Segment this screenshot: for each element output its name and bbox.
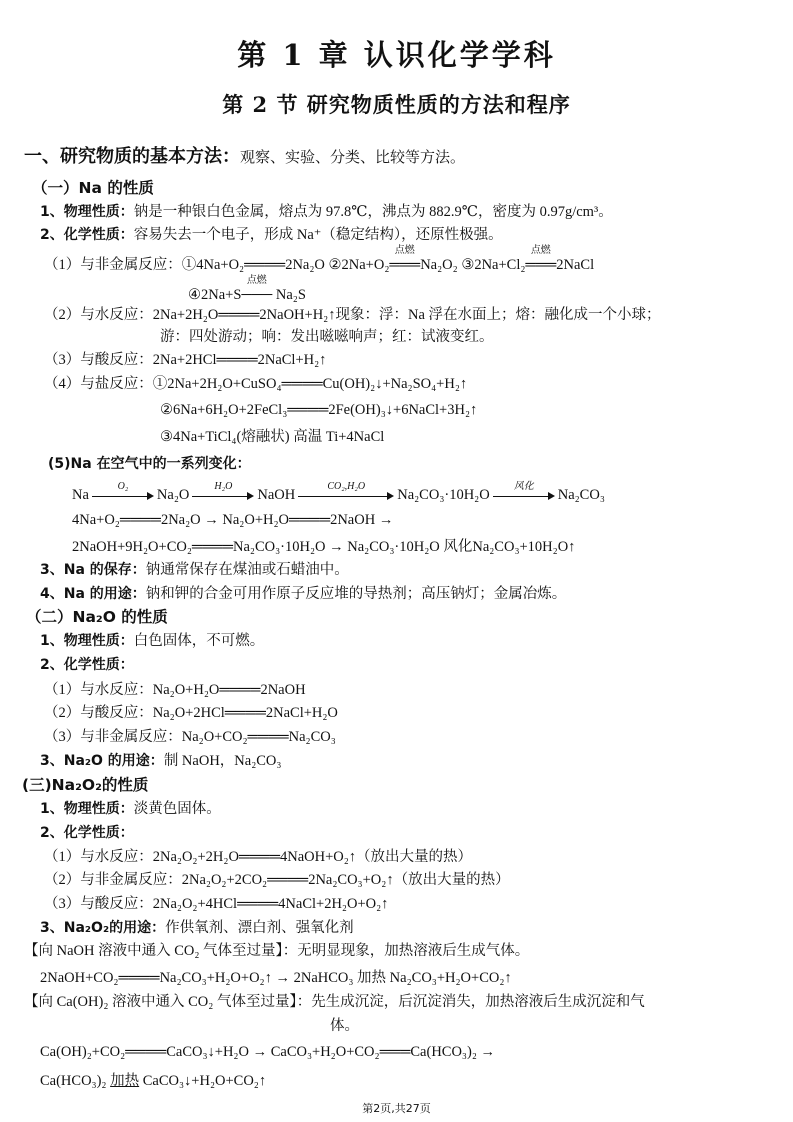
text-line <box>44 728 336 746</box>
text-line <box>44 375 467 393</box>
line-text: 2NaOH+CO₂════Na₂CO₃+H₂O+O₂↑ → 2NaHCO₃ 加热 Na₂CO₃+H₂O+CO₂↑ <box>40 970 512 986</box>
arrow-condition: CO₂,H₂O <box>327 480 366 492</box>
line-text: ②6Na+6H₂O+2FeCl₃════2Fe(OH)₃↓+6NaCl+3H₂↑ <box>160 402 478 418</box>
line-text: ③4Na+TiCl₄(熔融状) 高温 Ti+4NaCl <box>160 429 385 445</box>
line-label: （二）Na₂O 的性质 <box>26 608 168 626</box>
text-line <box>44 895 388 913</box>
text-line <box>40 632 264 650</box>
reaction-condition <box>110 1072 139 1090</box>
chain-compound: Na₂O <box>156 487 190 503</box>
line-label: (三)Na₂O₂的性质 <box>22 776 149 794</box>
text-line <box>72 538 575 556</box>
line-text: 容易失去一个电子，形成 Na⁺（稳定结构），还原性极强。 <box>133 227 503 243</box>
line-text: ④2Na+S <box>188 287 242 303</box>
arrow-icon <box>298 480 394 502</box>
condition-label: 点燃 <box>394 245 415 256</box>
chain-compound: Na₂CO₃ <box>557 487 605 503</box>
line-label: 一、研究物质的基本方法： <box>24 146 240 167</box>
arrow-condition: 风化 <box>513 480 534 492</box>
line-text: 淡黄色固体。 <box>133 801 221 817</box>
line-text: （1）与水反应：Na₂O+H₂O════2NaOH <box>44 682 306 698</box>
text-line <box>24 942 529 960</box>
line-label: 2、化学性质： <box>40 657 134 673</box>
line-text: 游：四处游动；响：发出嗞嗞响声；红：试液变红。 <box>160 329 494 345</box>
arrow-icon <box>192 480 254 502</box>
text-line <box>44 246 594 274</box>
text-line <box>32 179 154 198</box>
text-line <box>44 306 661 324</box>
text-line <box>24 993 645 1011</box>
text-line <box>40 752 281 770</box>
line-text: Na₂S <box>272 287 306 303</box>
line-text: 观察、实验、分类、比较等方法。 <box>240 150 466 166</box>
line-text: 2NaOH+9H₂O+CO₂════Na₂CO₃·10H₂O → Na₂CO₃·10H₂O 风化Na₂CO₃+10H₂O↑ <box>72 539 576 555</box>
sodium-reaction-chain <box>72 480 605 504</box>
text-line <box>188 276 306 304</box>
line-label: 2、化学性质： <box>40 825 134 841</box>
line-text: （3）与非金属反应：Na₂O+CO₂════Na₂CO₃ <box>44 729 336 745</box>
line-label: 2、化学性质： <box>40 227 134 243</box>
line-text: （1）与非金属反应：①4Na+O₂════2Na₂O ②2Na+O₂ <box>44 257 390 273</box>
line-text: Na₂O₂ ③2Na+Cl₂ <box>420 257 526 273</box>
text-line <box>40 561 349 579</box>
line-text: 白色固体，不可燃。 <box>133 633 265 649</box>
reaction-condition <box>525 246 556 274</box>
line-label: 3、Na₂O 的用途： <box>40 753 164 769</box>
page-footer: 第2页,共27页 <box>362 1102 431 1115</box>
line-label: (5)Na 在空气中的一系列变化： <box>48 456 251 472</box>
arrow-icon <box>92 480 154 502</box>
arrow-condition: O₂ <box>117 480 129 492</box>
line-text: （2）与酸反应：Na₂O+2HCl════2NaCl+H₂O <box>44 705 338 721</box>
text-line <box>44 351 326 369</box>
text-line <box>40 585 566 603</box>
line-label: 3、Na₂O₂的用途： <box>40 920 166 936</box>
text-line <box>40 824 134 842</box>
line-text: Ca(OH)₂+CO₂════CaCO₃↓+H₂O → CaCO₃+H₂O+CO₂═══Ca(HCO₃)₂ → <box>40 1044 496 1060</box>
text-line <box>48 455 251 473</box>
condition-label: 点燃 <box>530 245 551 256</box>
line-text: （3）与酸反应：2Na₂O₂+4HCl════4NaCl+2H₂O+O₂↑ <box>44 896 389 912</box>
condition-label: 点燃 <box>246 275 267 286</box>
line-label: 1、物理性质： <box>40 204 134 220</box>
text-line <box>40 1043 495 1061</box>
text-line <box>44 681 306 699</box>
text-line <box>40 1072 266 1090</box>
line-label: 4、Na 的用途： <box>40 586 146 602</box>
chain-compound: Na <box>72 487 89 503</box>
text-line <box>24 146 465 169</box>
line-text: （4）与盐反应：①2Na+2H₂O+CuSO₄════Cu(OH)₂↓+Na₂SO₄+H₂↑ <box>44 376 468 392</box>
line-text: （2）与水反应：2Na+2H₂O════2NaOH+H₂↑现象：浮：Na 浮在水面上；熔：融化成一个小球； <box>44 307 661 323</box>
line-text: 4Na+O₂════2Na₂O → Na₂O+H₂O════2NaOH → <box>72 512 394 528</box>
condition-sign: ═══ <box>389 257 421 273</box>
text-line <box>40 656 134 674</box>
line-text: （1）与水反应：2Na₂O₂+2H₂O════4NaOH+O₂↑（放出大量的热） <box>44 849 473 865</box>
chain-compound: Na₂CO₃·10H₂O <box>397 487 490 503</box>
text-line <box>40 800 221 818</box>
line-text: 作供氧剂、漂白剂、强氧化剂 <box>165 920 354 936</box>
line-text: 钠和钾的合金可用作原子反应堆的导热剂；高压钠灯；金属冶炼。 <box>145 586 567 602</box>
chain-compound: NaOH <box>257 487 296 503</box>
line-text: 钠是一种银白色金属，熔点为 97.8℃，沸点为 882.9℃，密度为 0.97g/cm³。 <box>133 204 613 220</box>
line-text: 2NaCl <box>556 257 595 273</box>
line-text: 【向 NaOH 溶液中通入 CO₂ 气体至过量】：无明显现象，加热溶液后生成气体。 <box>24 943 530 959</box>
arrow-condition: H₂O <box>214 480 233 492</box>
reaction-condition <box>241 276 272 304</box>
line-text: 钠通常保存在煤油或石蜡油中。 <box>145 562 349 578</box>
text-line <box>72 511 393 529</box>
text-line <box>44 704 338 722</box>
text-line <box>160 328 494 346</box>
condition-sign: 加热 <box>110 1073 140 1089</box>
text-line <box>44 871 510 889</box>
text-line <box>26 608 168 627</box>
condition-sign: ═══ <box>525 257 557 273</box>
line-text: 【向 Ca(OH)₂ 溶液中通入 CO₂ 气体至过量】：先生成沉淀，后沉淀消失，加热溶液后生成沉淀和气 <box>24 994 645 1010</box>
line-text: 制 NaOH，Na₂CO₃ <box>163 753 282 769</box>
text-line <box>44 848 472 866</box>
text-line <box>40 919 354 937</box>
line-label: （一）Na 的性质 <box>32 179 154 197</box>
text-line <box>40 226 503 244</box>
line-text: （3）与酸反应：2Na+2HCl════2NaCl+H₂↑ <box>44 352 327 368</box>
text-line <box>330 1017 359 1035</box>
line-text: CaCO₃↓+H₂O+CO₂↑ <box>139 1073 267 1089</box>
reaction-condition <box>389 246 420 274</box>
text-line <box>40 203 613 221</box>
line-text: 体。 <box>330 1018 359 1034</box>
line-label: 3、Na 的保存： <box>40 562 146 578</box>
text-line <box>160 401 477 419</box>
line-text: Ca(HCO₃)₂ <box>40 1073 111 1089</box>
line-label: 1、物理性质： <box>40 801 134 817</box>
chapter-title: 第 1 章 认识化学学科 <box>237 38 556 72</box>
condition-sign: ─── <box>241 287 273 303</box>
section-title: 第 2 节 研究物质性质的方法和程序 <box>222 92 571 117</box>
line-label: 1、物理性质： <box>40 633 134 649</box>
text-line <box>160 428 384 446</box>
text-line <box>40 969 512 987</box>
line-text: （2）与非金属反应：2Na₂O₂+2CO₂════2Na₂CO₃+O₂↑（放出大量的热） <box>44 872 510 888</box>
text-line <box>22 776 148 795</box>
arrow-icon <box>493 480 555 502</box>
